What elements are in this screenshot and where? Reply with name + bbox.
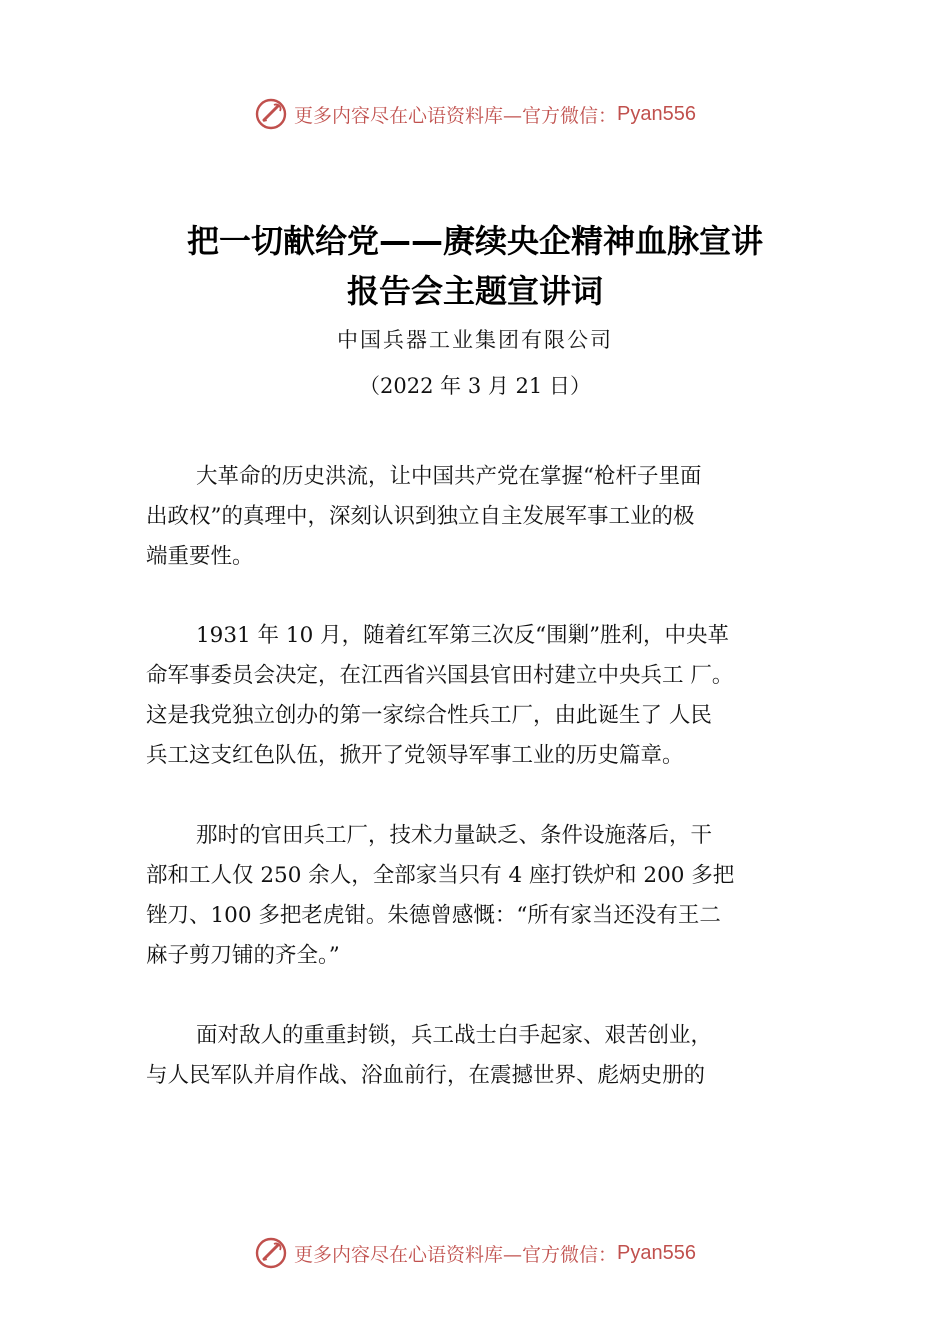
document-title-line-2: 报告会主题宣讲词 <box>346 272 603 310</box>
header-banner <box>0 94 950 134</box>
paragraph-line: 端重要性。 <box>146 544 254 569</box>
paragraph-line: 与人民军队并肩作战、浴血前行，在震撼世界、彪炳史册的 <box>146 1063 706 1088</box>
wechat-id: Pyan556 <box>617 102 696 125</box>
paragraph-4 <box>146 1016 834 1096</box>
document-title-line-1: 把一切献给党——赓续央企精神血脉宣讲 <box>186 222 763 260</box>
paragraph-line: 麻子剪刀铺的齐全。” <box>146 943 340 968</box>
pen-seal-logo-icon <box>254 1236 288 1270</box>
banner-text: 更多内容尽在心语资料库—官方微信： <box>294 1243 618 1266</box>
paragraph-line: 兵工这支红色队伍，掀开了党领导军事工业的历史篇章。 <box>146 743 684 768</box>
paragraph-line: 命军事委员会决定，在江西省兴国县官田村建立中央兵工 厂。 <box>146 663 734 688</box>
paragraph-line: 部和工人仅 250 余人，全部家当只有 4 座打铁炉和 200 多把 <box>146 863 735 888</box>
banner-text: 更多内容尽在心语资料库—官方微信： <box>294 104 618 127</box>
paragraph-line: 这是我党独立创办的第一家综合性兵工厂，由此诞生了 人民 <box>146 703 712 728</box>
paragraph-2 <box>146 616 834 776</box>
paragraph-line: 锉刀、100 多把老虎钳。朱德曾感慨：“所有家当还没有王二 <box>146 903 721 928</box>
wechat-id: Pyan556 <box>617 1241 696 1264</box>
footer-banner <box>0 1233 950 1273</box>
pen-seal-logo-icon <box>254 97 288 131</box>
paragraph-3 <box>146 816 834 976</box>
paragraph-1 <box>146 457 834 577</box>
document-date: （2022 年 3 月 21 日） <box>359 374 591 398</box>
organization-name: 中国兵器工业集团有限公司 <box>337 328 613 352</box>
paragraph-line: 1931 年 10 月，随着红军第三次反“围剿”胜利，中央革 <box>196 623 730 648</box>
paragraph-line: 面对敌人的重重封锁，兵工战士白手起家、艰苦创业， <box>196 1023 713 1048</box>
paragraph-line: 那时的官田兵工厂，技术力量缺乏、条件设施落后，干 <box>196 823 713 848</box>
paragraph-line: 大革命的历史洪流，让中国共产党在掌握“枪杆子里面 <box>196 464 702 489</box>
paragraph-line: 出政权”的真理中，深刻认识到独立自主发展军事工业的极 <box>146 504 695 529</box>
